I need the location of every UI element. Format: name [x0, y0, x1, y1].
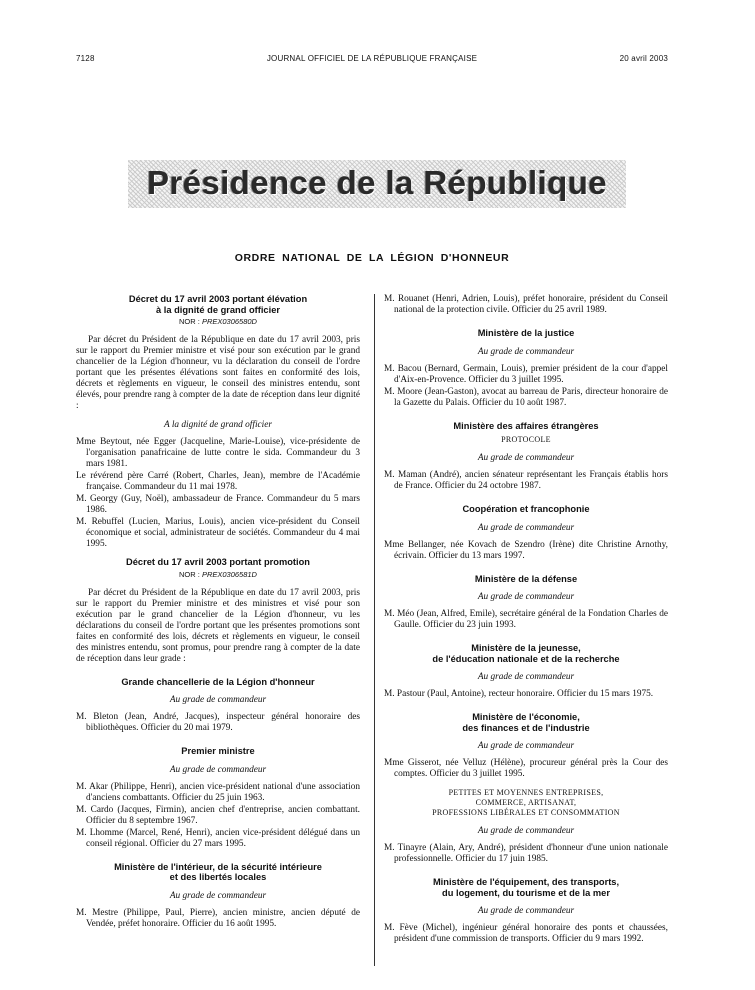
section-heading: et des libertés locales	[169, 872, 267, 882]
section-heading: Ministère de l'économie,	[472, 712, 580, 722]
grade-heading: Au grade de commandeur	[169, 890, 267, 901]
journal-title: JOURNAL OFFICIEL DE LA RÉPUBLIQUE FRANÇAISE	[266, 54, 478, 63]
grade-heading: Au grade de commandeur	[477, 672, 575, 682]
right-column	[384, 294, 668, 946]
grade-heading: Au grade de commandeur	[477, 346, 575, 357]
list-item: M. Rebuffel (Lucien, Marius, Louis), ancien vice-président du Conseil économique et social, administrateur de sociétés. Commandeur du 4 mai 1995.	[76, 517, 360, 549]
nor-code: PREX0306581D	[201, 569, 257, 579]
subsection-heading: PETITES ET MOYENNES ENTREPRISES,	[448, 788, 604, 797]
list-item: M. Méo (Jean, Alfred, Emile), secrétaire général de la Fondation Charles de Gaulle. Officier du 23 juin 1993.	[384, 609, 668, 630]
list-item: M. Georgy (Guy, Noël), ambassadeur de France. Commandeur du 5 mars 1986.	[76, 494, 360, 515]
decree-paragraph: Par décret du Président de la République en date du 17 avril 2003, pris sur le rapport du Premier ministre et des ministres et visé pour son exécution par le grand chancelier de la Légion d'honneur, vu les déclarations du conseil de l'ordre portant que les présentes promotions sont faites en conformité des lois, décrets et règlements en vigueur, le conseil des ministres entendu, sont promus, pour prendre rang à compter de la date de réception dans leur grade :	[76, 587, 360, 664]
list-item: Mme Bellanger, née Kovach de Szendro (Irène) dite Christine Arnothy, écrivain. Officier du 13 mars 1997.	[384, 539, 668, 561]
list-item: M. Cardo (Jacques, Firmin), ancien chef d'entreprise, ancien combattant. Officier du 8 septembre 1967.	[76, 804, 360, 826]
section-heading: de l'éducation nationale et de la recherche	[432, 653, 620, 664]
column-divider	[374, 294, 375, 966]
list-item: M. Moore (Jean-Gaston), avocat au barreau de Paris, directeur honoraire de la Gazette du Palais. Officier du 10 août 1987.	[384, 386, 668, 408]
grade-heading: Au grade de commandeur	[477, 906, 575, 916]
section-heading: Ministère de la jeunesse,	[471, 643, 581, 653]
section-heading: Coopération et francophonie	[462, 504, 590, 514]
main-title: ORDRE NATIONAL DE LA LÉGION D'HONNEUR	[234, 252, 510, 264]
list-item: M. Lhomme (Marcel, René, Henri), ancien vice-président délégué dans un conseil régional. Officier du 27 mars 1995.	[76, 827, 360, 849]
section-heading: Ministère de la défense	[474, 573, 578, 584]
list-item: M. Bleton (Jean, André, Jacques), inspecteur général honoraire des bibliothèques. Officier du 20 mai 1979.	[76, 712, 360, 733]
banner-title: Présidence de la République	[146, 164, 608, 201]
section-heading: Grande chancellerie de la Légion d'honneur	[121, 676, 315, 687]
page-number: 7128	[76, 54, 95, 63]
decree-title: à la dignité de grand officier	[156, 304, 280, 315]
grade-heading: Au grade de commandeur	[477, 741, 575, 751]
page-header	[76, 54, 668, 66]
list-item: Le révérend père Carré (Robert, Charles, Jean), membre de l'Académie française. Commandeur du 11 mai 1978.	[76, 471, 360, 492]
subsection-heading: COMMERCE, ARTISANAT,	[475, 798, 577, 807]
grade-heading: Au grade de commandeur	[477, 826, 575, 836]
grade-heading: Au grade de commandeur	[477, 592, 575, 602]
left-column	[76, 294, 360, 931]
list-item: M. Bacou (Bernard, Germain, Louis), premier président de la cour d'appel d'Aix-en-Provence. Officier du 3 juillet 1995.	[384, 363, 668, 385]
list-item: M. Mestre (Philippe, Paul, Pierre), ancien ministre, ancien député de Vendée, préfet honoraire. Officier du 16 août 1995.	[76, 907, 360, 929]
section-heading: Premier ministre	[181, 746, 255, 756]
decree-title: Décret du 17 avril 2003 portant promotion	[126, 557, 310, 567]
section-heading: du logement, du tourisme et de la mer	[442, 887, 610, 898]
nor-reference	[76, 316, 360, 327]
subsection-heading: PROTOCOLE	[501, 435, 551, 444]
list-item: M. Pastour (Paul, Antoine), recteur honoraire. Officier du 15 mars 1975.	[384, 689, 654, 699]
section-banner	[128, 160, 626, 208]
list-item: M. Maman (André), ancien sénateur représentant les Français établis hors de France. Officier du 24 octobre 1987.	[384, 470, 668, 491]
section-heading: Ministère de l'intérieur, de la sécurité intérieure	[114, 861, 322, 872]
list-item: Mme Beytout, née Egger (Jacqueline, Marie-Louise), vice-présidente de l'organisation panafricaine de lutte contre le sida. Commandeur du 3 mars 1981.	[76, 437, 360, 469]
section-heading: Ministère de l'équipement, des transports,	[432, 877, 620, 887]
grade-heading: Au grade de commandeur	[169, 764, 267, 775]
section-heading: Ministère des affaires étrangères	[453, 420, 599, 431]
list-item: M. Fève (Michel), ingénieur général honoraire des ponts et chaussées, président d'une commission de transports. Officier du 9 mars 1992.	[384, 923, 668, 944]
issue-date: 20 avril 2003	[619, 54, 668, 63]
section-heading: Ministère de la justice	[477, 328, 575, 338]
list-item: M. Rouanet (Henri, Adrien, Louis), préfet honoraire, président du Conseil national de la protection civile. Officier du 25 avril 1989.	[384, 294, 668, 315]
decree-paragraph: Par décret du Président de la République en date du 17 avril 2003, pris sur le rapport du Premier ministre et visé pour son exécution par le grand chancelier de la Légion d'honneur, vu la déclaration du conseil de l'ordre portant que les présentes élévations sont faites en conformité des lois, décrets et règlements en vigueur, le conseil des ministres entendu, sont élevés, pour prendre rang à compter de la date de réception dans leur dignité :	[76, 335, 360, 411]
grade-heading: A la dignité de grand officier	[163, 420, 273, 430]
section-heading: des finances et de l'industrie	[462, 722, 590, 733]
list-item: Mme Gisserot, née Velluz (Hélène), procureur général près la Cour des comptes. Officier du 3 juillet 1995.	[384, 758, 668, 779]
decree-title: Décret du 17 avril 2003 portant élévation	[128, 294, 308, 304]
subsection-heading: PROFESSIONS LIBÉRALES ET CONSOMMATION	[432, 808, 620, 817]
grade-heading: Au grade de commandeur	[477, 453, 575, 463]
grade-heading: Au grade de commandeur	[477, 522, 575, 533]
nor-label: NOR :	[179, 569, 202, 579]
grade-heading: Au grade de commandeur	[169, 695, 267, 705]
nor-code: PREX0306580D	[201, 317, 257, 326]
list-item: M. Tinayre (Alain, Ary, André), président d'honneur d'une union nationale professionnelle. Officier du 17 juin 1985.	[384, 843, 668, 864]
nor-reference	[76, 569, 360, 580]
nor-label: NOR :	[179, 317, 202, 326]
list-item: M. Akar (Philippe, Henri), ancien vice-président national d'une association d'anciens combattants. Officier du 25 juin 1963.	[76, 781, 360, 803]
